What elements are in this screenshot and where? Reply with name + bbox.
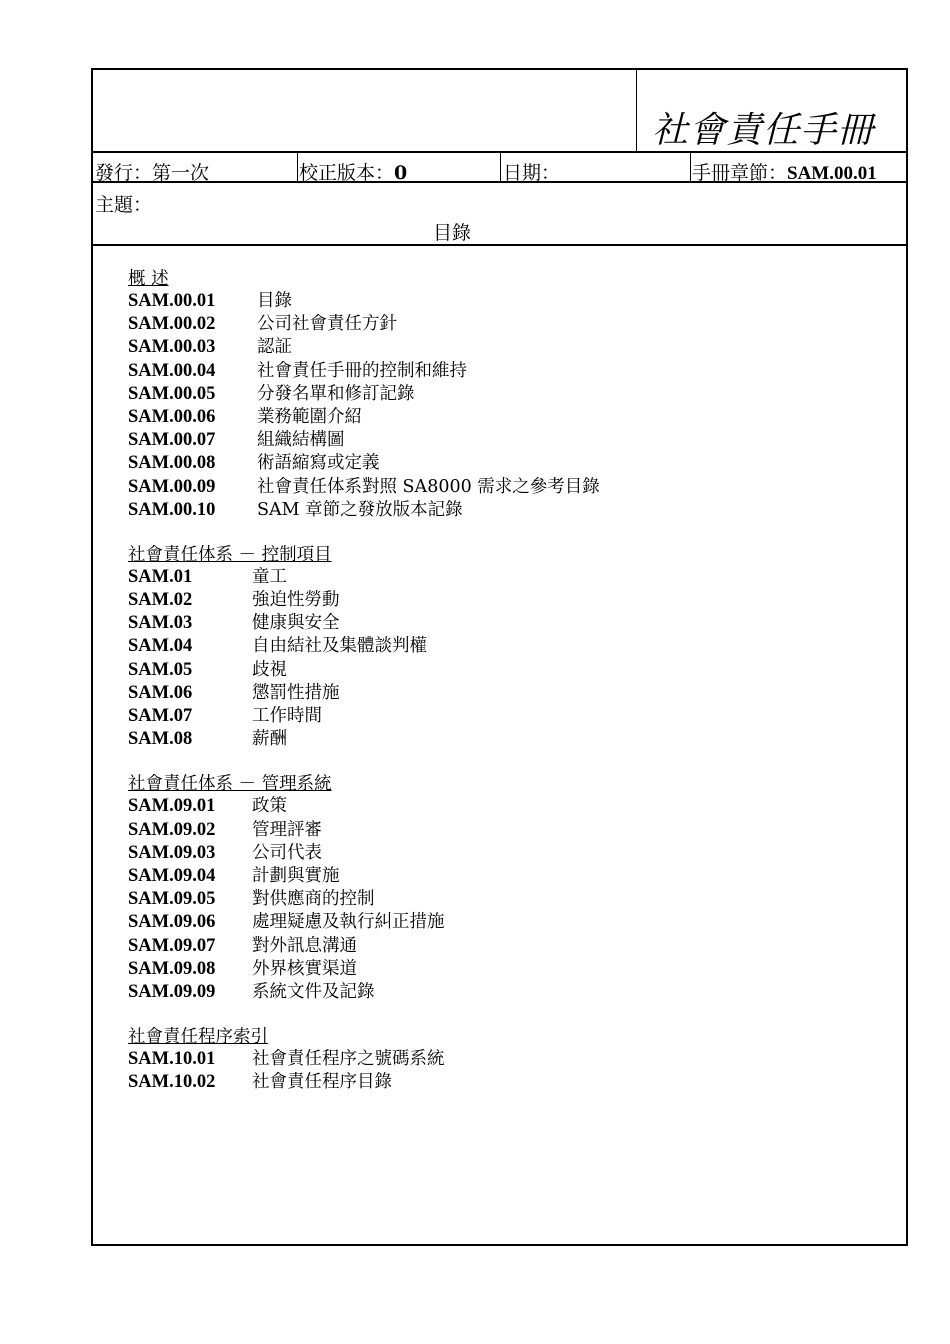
issue-field: 發行：第一次 <box>95 162 210 184</box>
toc-item[interactable]: SAM.09.04 計劃與實施 <box>128 865 340 886</box>
toc-item[interactable]: SAM.09.08 外界核實渠道 <box>128 958 357 979</box>
control-list <box>128 566 828 752</box>
toc-item[interactable]: SAM.00.02 公司社會責任方針 <box>128 314 397 335</box>
subject-title: 目錄 <box>433 222 472 244</box>
toc-item[interactable]: SAM.04 自由結社及集體談判權 <box>128 636 427 657</box>
section-label: 手冊章節： <box>692 162 788 184</box>
subject-label: 主題： <box>95 194 153 216</box>
toc-item[interactable]: SAM.01 童工 <box>128 566 287 587</box>
toc-item[interactable]: SAM.09.05 對供應商的控制 <box>128 889 375 910</box>
toc-item[interactable]: SAM.00.07 組織結構圖 <box>128 430 345 451</box>
procedures-list <box>128 1048 828 1094</box>
toc-item[interactable]: SAM.00.01 目錄 <box>128 291 292 311</box>
toc-item[interactable]: SAM.10.01 社會責任程序之號碼系統 <box>128 1049 445 1070</box>
toc-item[interactable]: SAM.09.07 對外訊息溝通 <box>128 935 357 956</box>
manual-title: 社會責任手冊 <box>652 110 875 151</box>
procedures-heading: 社會責任程序索引 <box>128 1027 268 1048</box>
control-heading: 社會責任体系 － 控制項目 <box>128 544 332 565</box>
toc-item[interactable]: SAM.00.08 術語縮寫或定義 <box>128 453 380 474</box>
toc-item[interactable]: SAM.09.09 系統文件及記錄 <box>128 981 375 1002</box>
revision-label: 校正版本： <box>299 162 395 184</box>
toc-item[interactable]: SAM.07 工作時間 <box>128 706 322 726</box>
toc-item[interactable]: SAM.00.04 社會責任手冊的控制和維持 <box>128 360 467 381</box>
toc-item[interactable]: SAM.00.09 社會責任体系對照 SA8000 需求之參考目錄 <box>128 476 600 497</box>
overview-heading: 概 述 <box>128 269 169 289</box>
meta-col-divider-3 <box>690 152 691 182</box>
toc-item[interactable]: SAM.02 強迫性勞動 <box>128 590 340 611</box>
toc-item[interactable]: SAM.00.05 分發名單和修訂記錄 <box>128 383 415 404</box>
management-heading: 社會責任体系 － 管理系統 <box>128 774 332 795</box>
title-cell-divider <box>636 70 637 152</box>
meta-col-divider-1 <box>297 152 298 182</box>
overview-list <box>128 290 828 522</box>
toc-item[interactable]: SAM.09.06 處理疑慮及執行糾正措施 <box>128 912 445 933</box>
toc-item[interactable]: SAM.05 歧視 <box>128 659 287 680</box>
section-value: SAM.00.01 <box>787 163 877 184</box>
toc-item[interactable]: SAM.00.03 認証 <box>128 337 292 358</box>
toc-item[interactable]: SAM.09.03 公司代表 <box>128 842 322 863</box>
section-field <box>692 158 877 185</box>
toc-item[interactable]: SAM.03 健康與安全 <box>128 613 340 634</box>
toc-item[interactable]: SAM.10.02 社會責任程序目錄 <box>128 1072 392 1093</box>
date-field: 日期： <box>503 162 561 184</box>
management-list <box>128 795 828 1004</box>
revision-field <box>299 158 407 185</box>
toc-item[interactable]: SAM.09.02 管理評審 <box>128 819 322 840</box>
toc-item[interactable]: SAM.06 懲罰性措施 <box>128 682 340 703</box>
table-of-contents <box>128 268 828 1094</box>
toc-item[interactable]: SAM.00.06 業務範圍介紹 <box>128 406 362 427</box>
revision-value: 0 <box>394 162 408 184</box>
meta-col-divider-2 <box>500 152 501 182</box>
toc-item[interactable]: SAM.09.01 政策 <box>128 796 287 817</box>
toc-item[interactable]: SAM.00.10 SAM 章節之發放版本記錄 <box>128 499 463 520</box>
toc-item[interactable]: SAM.08 薪酬 <box>128 729 287 750</box>
subject-divider <box>93 244 906 246</box>
